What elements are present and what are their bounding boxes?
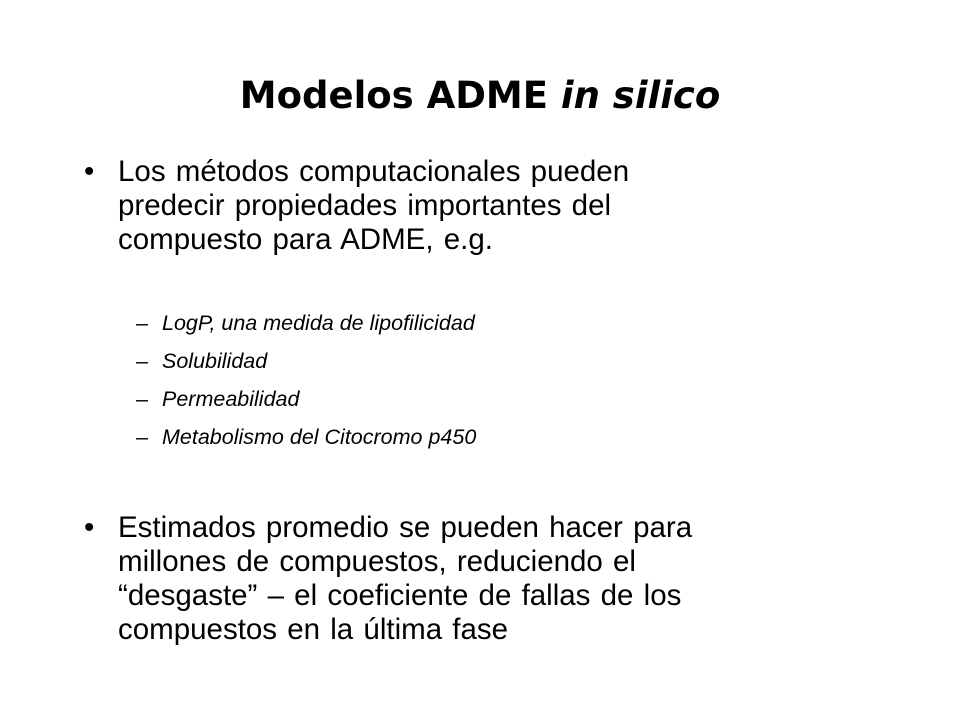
slide-title (0, 72, 960, 120)
bullet-line: compuestos en la última fase (118, 613, 509, 646)
sub-bullet-list (136, 310, 836, 462)
bullet-line: Estimados promedio se pueden hacer para (118, 511, 693, 544)
bullet-text (118, 511, 884, 647)
dash-marker: – (136, 387, 148, 411)
title-main-text: Modelos ADME (239, 74, 561, 117)
sub-bullet-item (136, 386, 836, 424)
title-italic-text: in silico (560, 74, 721, 117)
sub-bullet-item (136, 310, 836, 348)
dash-marker: – (136, 349, 148, 373)
bullet-item-2 (84, 511, 884, 651)
sub-bullet-text: Metabolismo del Citocromo p450 (162, 425, 477, 449)
dash-marker: – (136, 311, 148, 335)
bullet-item-1 (84, 155, 884, 265)
sub-bullet-text: LogP, una medida de lipofilicidad (162, 311, 475, 335)
bullet-line: “desgaste” – el coeficiente de fallas de los (118, 579, 682, 612)
bullet-marker: • (84, 155, 95, 188)
sub-bullet-item (136, 424, 836, 462)
bullet-line: millones de compuestos, reduciendo el (118, 545, 636, 578)
dash-marker: – (136, 425, 148, 449)
sub-bullet-text: Solubilidad (162, 349, 268, 373)
sub-bullet-text: Permeabilidad (162, 387, 300, 411)
bullet-line: predecir propiedades importantes del (118, 189, 612, 222)
bullet-text (118, 155, 884, 257)
bullet-line: Los métodos computacionales pueden (118, 155, 630, 188)
sub-bullet-item (136, 348, 836, 386)
bullet-line: compuesto para ADME, e.g. (118, 223, 493, 256)
bullet-marker: • (84, 511, 95, 544)
